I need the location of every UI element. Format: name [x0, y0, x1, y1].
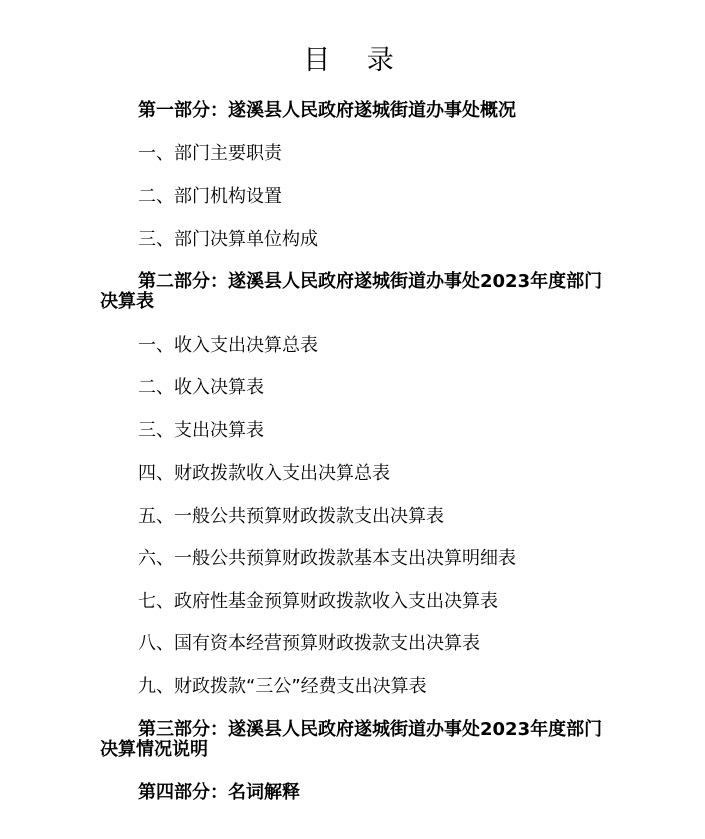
- toc-item: 一、部门主要职责: [138, 143, 282, 164]
- toc-item: 一、收入支出决算总表: [138, 335, 318, 356]
- toc-item: 二、收入决算表: [138, 377, 264, 398]
- toc-item: 八、国有资本经营预算财政拨款支出决算表: [138, 633, 480, 654]
- toc-item: 五、一般公共预算财政拨款支出决算表: [138, 506, 444, 527]
- page-title: 目 录: [303, 45, 408, 76]
- toc-item: 九、财政拨款“三公”经费支出决算表: [138, 676, 427, 697]
- part-2-heading: 第二部分：遂溪县人民政府遂城街道办事处2023年度部门决算表: [100, 271, 603, 312]
- toc-item: 六、一般公共预算财政拨款基本支出决算明细表: [138, 548, 516, 569]
- toc-item: 二、部门机构设置: [138, 186, 282, 207]
- part-1-heading: 第一部分：遂溪县人民政府遂城街道办事处概况: [138, 100, 516, 121]
- toc-item: 三、部门决算单位构成: [138, 229, 318, 250]
- toc-item: 四、财政拨款收入支出决算总表: [138, 463, 390, 484]
- part-4-heading: 第四部分：名词解释: [138, 782, 300, 803]
- toc-item: 三、支出决算表: [138, 420, 264, 441]
- toc-item: 七、政府性基金预算财政拨款收入支出决算表: [138, 591, 498, 612]
- part-3-heading: 第三部分：遂溪县人民政府遂城街道办事处2023年度部门决算情况说明: [100, 719, 603, 760]
